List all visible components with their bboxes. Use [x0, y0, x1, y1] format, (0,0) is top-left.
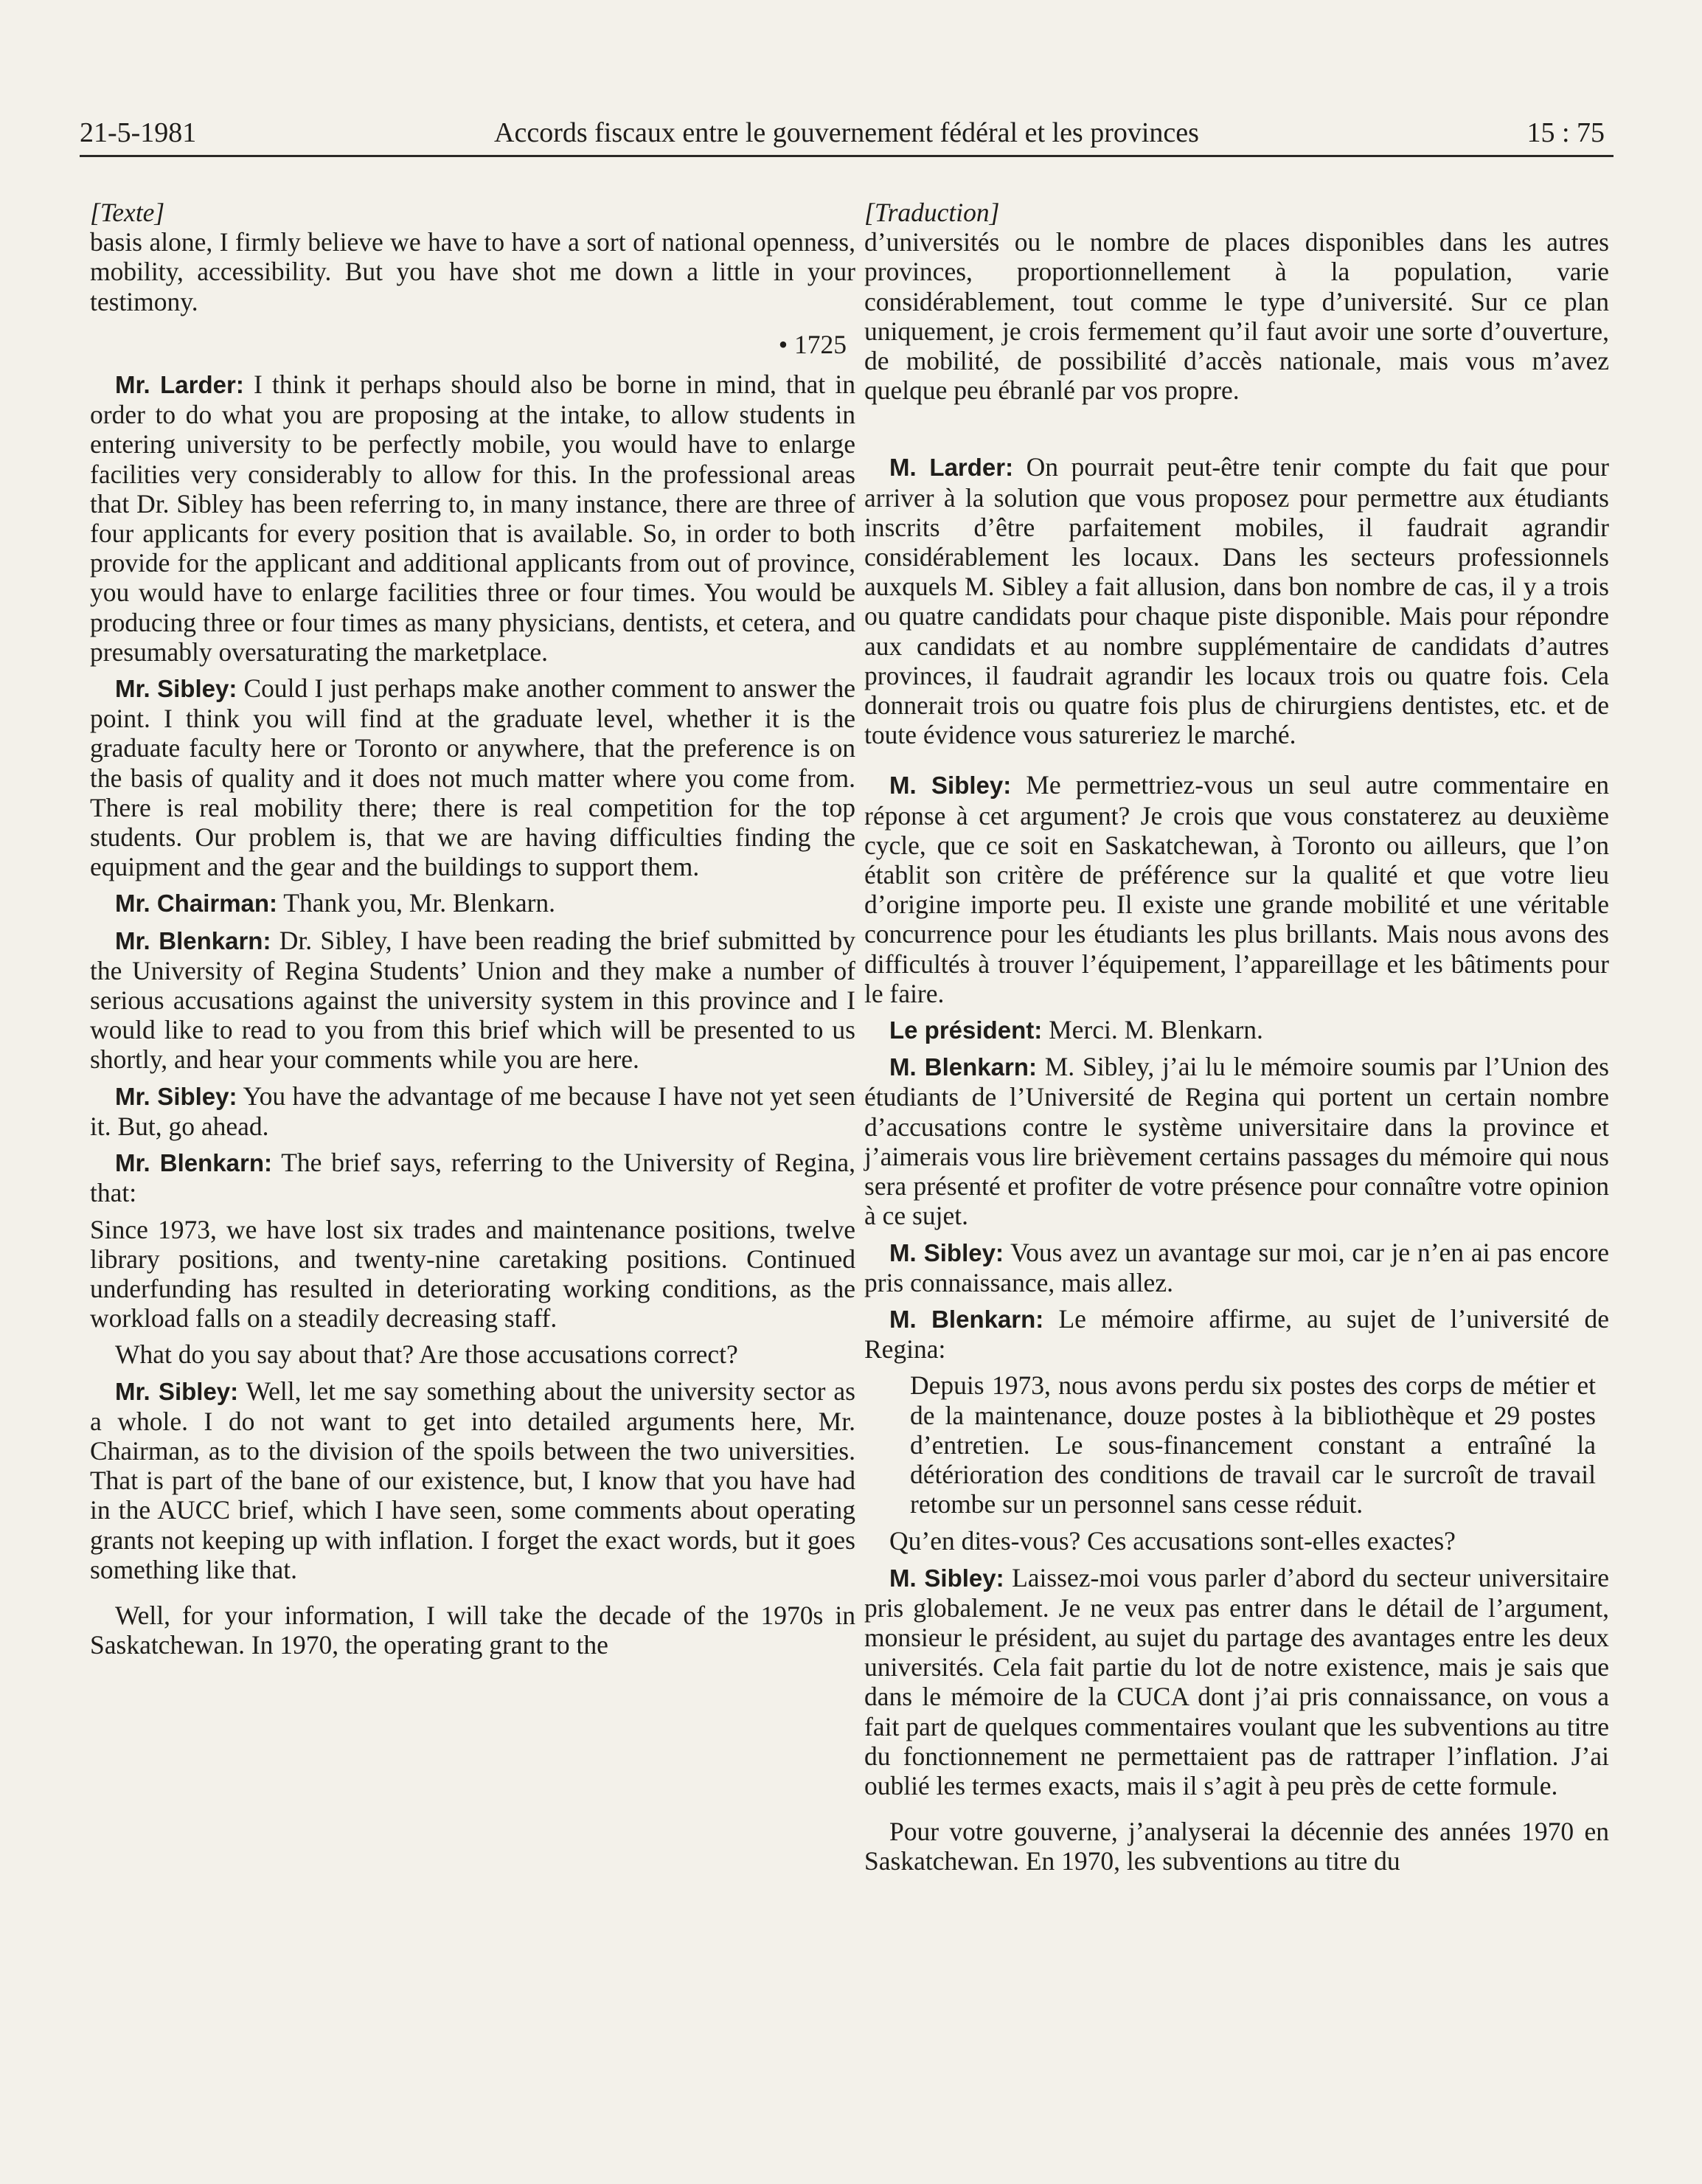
speaker-name: Le président:: [889, 1016, 1043, 1044]
paragraph: Mr. Sibley: You have the advantage of me because I have not yet seen it. But, go ahead.: [90, 1081, 855, 1141]
paragraph: M. Blenkarn: Le mémoire affirme, au sujet de l’université de Regina:: [864, 1303, 1609, 1365]
paragraph: Le président: Merci. M. Blenkarn.: [889, 1015, 1263, 1045]
speaker-name: M. Sibley:: [889, 772, 1012, 800]
column-label-texte: [Texte]: [90, 198, 165, 227]
paragraph: M. Blenkarn: M. Sibley, j’ai lu le mémoire soumis par l’Union des étudiants de l’Université de Regina qui portent un certain nombre d’accusations contre le système universitaire dans la province et j’aimerais vous lire brièvement certains passages du mémoire qui nous sera présenté et profiter de votre présence pour connaître votre opinion à ce sujet.: [864, 1052, 1609, 1231]
paragraph: Qu’en dites-vous? Ces accusations sont-elles exactes?: [889, 1526, 1456, 1556]
speaker-name: Mr. Sibley:: [115, 675, 237, 703]
speaker-name: Mr. Blenkarn:: [115, 926, 271, 954]
paragraph: Mr. Larder: I think it perhaps should also be borne in mind, that in order to do what you are proposing at the intake, to allow students in entering university to be perfectly mobile, you would have to enlarge facilities very considerably to allow for this. In the professional areas that Dr. Sibley has been referring to, in many instance, there are three of four applicants for every position that is available. So, in order to both provide for the applicant and additional applicants from out of province, you would have to enlarge facilities three or four times. You would be producing three or four times as many physicians, dentists, et cetera, and presumably oversaturating the marketplace.: [90, 370, 856, 667]
block-quote: Since 1973, we have lost six trades and maintenance positions, twelve library positions, and twenty-nine caretaking positions. Continued underfunding has resulted in deteriorating working conditions, as the workload falls on a steadily decreasing staff.: [90, 1214, 855, 1334]
speaker-name: Mr. Sibley:: [115, 1377, 239, 1405]
english-column: [90, 198, 855, 1666]
paragraph: d’universités ou le nombre de places disponibles dans les autres provinces, proportionnellement à la population, varie considérablement, tout comme le type d’université. Sur ce plan uniquement, je crois fermement qu’il faut avoir une sorte d’ouverture, de mobilité, de possibilité d’accès nationale, mais vous m’avez quelque peu ébranlé par vos propre.: [864, 227, 1609, 406]
paragraph: M. Sibley: Me permettriez-vous un seul autre commentaire en réponse à cet argument? Je crois que vous constaterez au deuxième cycle, que ce soit en Saskatchewan, à Toronto ou ailleurs, que l’on établit son critère de préférence sur la qualité et que votre lieu d’origine importe peu. Il existe une grande mobilité et une véritable concurrence pour les étudiants les plus brillants. Mais nous avons des difficultés à trouver l’équipement, l’appareillage et les bâtiments pour le faire.: [864, 770, 1609, 1008]
paragraph: Mr. Blenkarn: Dr. Sibley, I have been reading the brief submitted by the University of Regina Students’ Union and they make a number of serious accusations against the university system in this province and I would like to read to you from this brief which will be presented to us shortly, and hear your comments while you are here.: [90, 925, 855, 1075]
speaker-name: Mr. Blenkarn:: [115, 1149, 273, 1177]
paragraph: M. Sibley: Vous avez un avantage sur moi, car je n’en ai pas encore pris connaissance, mais allez.: [864, 1237, 1609, 1297]
paragraph: Well, for your information, I will take the decade of the 1970s in Saskatchewan. In 1970, the operating grant to the: [90, 1600, 855, 1660]
column-label-traduction: [Traduction]: [864, 198, 1000, 227]
header-page-number: 15 : 75: [1526, 117, 1605, 148]
paragraph: Mr. Chairman: Thank you, Mr. Blenkarn.: [115, 888, 556, 918]
time-marker: • 1725: [778, 329, 847, 359]
header-date: 21-5-1981: [80, 117, 197, 148]
paragraph: Mr. Sibley: Well, let me say something about the university sector as a whole. I do not want to get into detailed arguments here, Mr. Chairman, as to the division of the spoils between the two universities. That is part of the bane of our existence, but, I know that you have had in the AUCC brief, which I have seen, some comments about operating grants not keeping up with inflation. I forget the exact words, but it goes something like that.: [90, 1376, 855, 1584]
french-column: [864, 198, 1609, 1883]
paragraph: What do you say about that? Are those accusations correct?: [115, 1339, 738, 1370]
paragraph: basis alone, I firmly believe we have to have a sort of national openness, mobility, accessibility. But you have shot me down a little in your testimony.: [90, 227, 855, 316]
paragraph: Mr. Sibley: Could I just perhaps make another comment to answer the point. I think you will find at the graduate level, whether it is the graduate faculty here or Toronto or anywhere, that the preference is on the basis of quality and it does not much matter where you come from. There is real mobility there; there is real competition for the top students. Our problem is, that we are having difficulties finding the equipment and the gear and the buildings to support them.: [90, 673, 855, 882]
paragraph: M. Larder: On pourrait peut-être tenir compte du fait que pour arriver à la solution que vous proposez pour permettre aux étudiants inscrits d’être parfaitement mobiles, il faudrait agrandir considérablement les locaux. Dans les secteurs professionnels auxquels M. Sibley a fait allusion, dans bon nombre de cas, il y a trois ou quatre candidats pour chaque piste disponible. Mais pour répondre aux candidats et au nombre supplémentaire de candidats d’autres provinces, il faudrait agrandir les locaux trois ou quatre fois. Cela donnerait trois ou quatre fois plus de chirurgiens dentistes, etc. et de toute évidence vous satureriez le marché.: [864, 452, 1609, 750]
speaker-name: M. Larder:: [889, 454, 1014, 482]
page-header: [80, 111, 1614, 157]
paragraph: Pour votre gouverne, j’analyserai la décennie des années 1970 en Saskatchewan. En 1970, les subventions au titre du: [864, 1817, 1609, 1876]
paragraph: M. Sibley: Laissez-moi vous parler d’abord du secteur universitaire pris globalement. Je ne veux pas entrer dans le détail de l’argument, monsieur le président, au sujet du partage des avantages entre les deux universités. Cela fait partie du lot de notre existence, mais je sais que dans le mémoire de la CUCA dont j’ai pris connaissance, on vous a fait part de quelques commentaires voulant que les subventions au titre du fonctionnement ne permettaient pas de rattraper l’inflation. J’ai oublié les termes exacts, mais il s’agit à peu près de cette formule.: [864, 1562, 1609, 1800]
speaker-name: M. Sibley:: [889, 1238, 1004, 1266]
block-quote: Depuis 1973, nous avons perdu six postes des corps de métier et de la maintenance, douze postes à la bibliothèque et 29 postes d’entretien. Le sous-financement constant a entraîné la détérioration des conditions de travail car le surcroît de travail retombe sur un personnel sans cesse réduit.: [910, 1370, 1596, 1519]
header-title: Accords fiscaux entre le gouvernement fédéral et les provinces: [494, 117, 1199, 148]
speaker-name: Mr. Sibley:: [115, 1082, 237, 1110]
speaker-name: Mr. Chairman:: [115, 890, 278, 918]
speaker-name: M. Blenkarn:: [889, 1053, 1037, 1081]
speaker-name: Mr. Larder:: [115, 371, 244, 399]
speaker-name: M. Sibley:: [889, 1564, 1004, 1592]
speaker-name: M. Blenkarn:: [889, 1305, 1044, 1333]
paragraph: Mr. Blenkarn: The brief says, referring to the University of Regina, that:: [90, 1148, 856, 1208]
